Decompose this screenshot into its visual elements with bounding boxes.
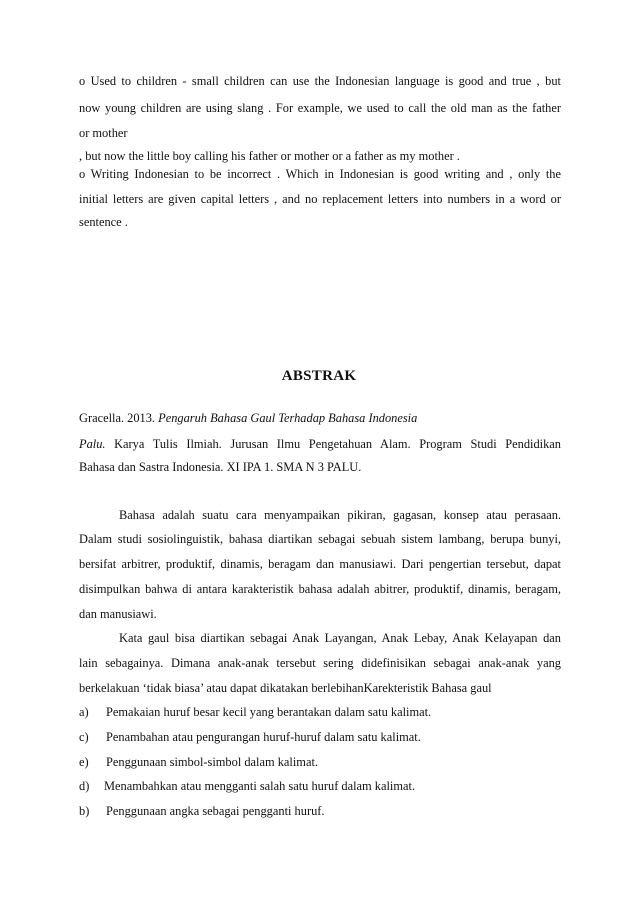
abstract-heading: ABSTRAK [281, 368, 357, 384]
list-item-marker: d) [79, 779, 90, 793]
para1-line4: disimpulkan bahwa di antara karakteristik bahasa adalah abitrer, produktif, dinamis, beragam, [79, 582, 561, 596]
para1-line5: dan manusiawi. [79, 607, 157, 621]
list-item [79, 754, 561, 770]
citation-details: Karya Tulis Ilmiah. Jurusan Ilmu Pengetahuan Alam. Program Studi Pendidikan [105, 437, 561, 451]
list-item [79, 704, 561, 720]
para1-line3: bersifat arbitrer, produktif, dinamis, beragam dan manusiawi. Dari pengertian tersebut, dapat [79, 557, 561, 571]
intro-p1-line3: or mother [79, 126, 128, 140]
para1-line2: Dalam studi sosiolinguistik, bahasa diartikan sebagai sebuah sistem lambang, berupa bunyi, [79, 532, 561, 546]
list-item-marker: a) [79, 705, 89, 719]
citation-place: Palu. [79, 437, 106, 451]
intro-p2-line1: , but now the little boy calling his father or mother or a father as my mother . [79, 149, 460, 163]
citation-line3: Bahasa dan Sastra Indonesia. XI IPA 1. SMA N 3 PALU. [79, 460, 362, 474]
para1-line1: Bahasa adalah suatu cara menyampaikan pikiran, gagasan, konsep atau perasaan. [119, 508, 561, 522]
list-item-marker: c) [79, 730, 89, 744]
list-item-text: Penambahan atau pengurangan huruf-huruf dalam satu kalimat. [106, 730, 421, 744]
citation-line1 [79, 410, 561, 426]
citation-line2 [79, 436, 561, 452]
list-item-marker: b) [79, 804, 90, 818]
list-item-marker: e) [79, 755, 89, 769]
list-item-text: Penggunaan simbol-simbol dalam kalimat. [106, 755, 318, 769]
list-item-text: Penggunaan angka sebagai pengganti huruf. [106, 804, 325, 818]
intro-p1-line1: o Used to children - small children can use the Indonesian language is good and true , but [79, 74, 561, 88]
list-item [79, 803, 561, 819]
intro-p1-line2: now young children are using slang . For example, we used to call the old man as the father [79, 101, 561, 115]
intro-p3-line2: initial letters are given capital letters , and no replacement letters into numbers in a word or [79, 192, 561, 206]
list-item-text: Pemakaian huruf besar kecil yang berantakan dalam satu kalimat. [106, 705, 432, 719]
list-item-text: Menambahkan atau mengganti salah satu huruf dalam kalimat. [104, 779, 416, 793]
para2-line1: Kata gaul bisa diartikan sebagai Anak Layangan, Anak Lebay, Anak Kelayapan dan [119, 631, 561, 645]
list-item [79, 778, 561, 794]
intro-p3-line1: o Writing Indonesian to be incorrect . Which in Indonesian is good writing and , only the [79, 167, 561, 181]
intro-p3-line3: sentence . [79, 215, 128, 229]
para2-line3: berkelakuan ‘tidak biasa’ atau dapat dikatakan berlebihanKarekteristik Bahasa gaul [79, 681, 492, 695]
citation-title: Pengaruh Bahasa Gaul Terhadap Bahasa Indonesia [158, 411, 418, 425]
list-item [79, 729, 561, 745]
para2-line2: lain sebagainya. Dimana anak-anak tersebut sering didefinisikan sebagai anak-anak yang [79, 656, 561, 670]
citation-author-year: Gracella. 2013. [79, 411, 159, 425]
